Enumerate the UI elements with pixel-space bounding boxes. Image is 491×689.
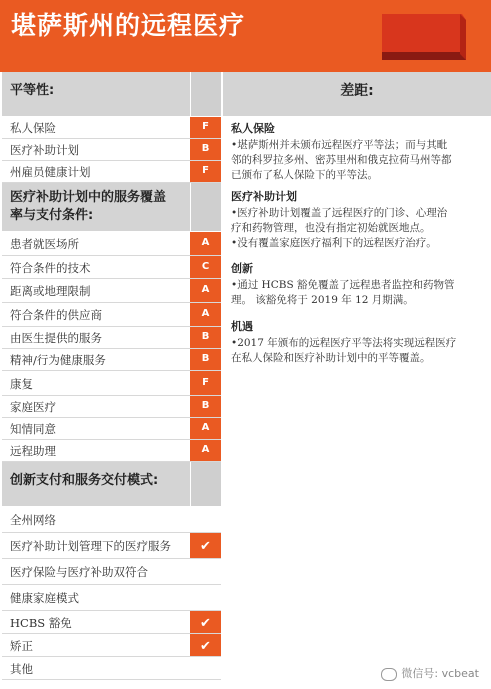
table-row	[2, 327, 221, 349]
grade-badge	[190, 507, 221, 532]
table-row	[2, 256, 221, 279]
gap-text-line: 在私人保险和医疗补助计划中的平等覆盖。	[231, 352, 431, 364]
grade-letter: B	[201, 143, 210, 154]
gap-text-line: •通过 HCBS 豁免覆盖了远程患者监控和药物管	[231, 279, 455, 291]
row-label: 由医生提供的服务	[10, 331, 102, 345]
row-label: 距离或地理限制	[10, 284, 91, 298]
gaps-panel	[223, 72, 491, 364]
grade-letter: A	[201, 308, 210, 319]
row-label: 家庭医疗	[10, 400, 56, 414]
gap-section	[231, 318, 483, 366]
grade-badge	[190, 440, 221, 461]
grade-badge	[190, 657, 221, 679]
wechat-icon	[381, 668, 397, 681]
gap-text-line: 邻的科罗拉多州、密苏里州和俄克拉荷马州等都	[231, 154, 452, 166]
row-label: 其他	[10, 662, 33, 676]
gap-section	[231, 260, 483, 308]
gap-section-title: 医疗补助计划	[231, 190, 297, 203]
section-header-label: 率与支付条件:	[10, 208, 94, 223]
gap-section	[231, 188, 483, 251]
table-row	[2, 507, 221, 533]
section-header-label: 医疗补助计划中的服务覆盖	[10, 190, 167, 205]
grade-badge	[190, 611, 221, 633]
watermark-text: 微信号: vcbeat	[401, 667, 479, 680]
gap-text-line: •堪萨斯州并未颁布远程医疗平等法；而与其毗	[231, 139, 448, 151]
grade-column-header	[190, 462, 221, 506]
gap-text-line: •没有覆盖家庭医疗福利下的远程医疗治疗。	[231, 237, 437, 249]
row-label: 远程助理	[10, 444, 56, 458]
grade-badge	[190, 396, 221, 417]
row-label: 医疗补助计划管理下的医疗服务	[10, 539, 171, 553]
grade-letter: A	[201, 237, 210, 248]
grade-badge	[190, 232, 221, 255]
checkmark-icon: ✔	[200, 616, 211, 631]
grade-column-header	[190, 72, 221, 116]
section-header	[2, 183, 221, 232]
kansas-state-icon	[374, 12, 469, 62]
table-row	[2, 611, 221, 634]
gap-section-title: 私人保险	[231, 122, 275, 135]
grade-badge	[190, 327, 221, 348]
table-row	[2, 161, 221, 183]
table-row	[2, 559, 221, 585]
table-row	[2, 585, 221, 611]
table-row	[2, 371, 221, 396]
row-label: 矫正	[10, 639, 33, 653]
table-row	[2, 440, 221, 462]
table-row	[2, 634, 221, 657]
row-label: 符合条件的技术	[10, 261, 91, 275]
grade-badge	[190, 533, 221, 558]
gap-text-line: 已颁布了私人保险下的平等法。	[231, 169, 378, 181]
watermark	[381, 665, 479, 681]
grade-letter: C	[201, 261, 210, 272]
gap-text-line: •2017 年颁布的远程医疗平等法将实现远程医疗	[231, 337, 457, 349]
row-label: 全州网络	[10, 513, 56, 527]
grade-badge	[190, 139, 221, 160]
grade-table	[2, 72, 221, 680]
section-header	[2, 462, 221, 507]
table-row	[2, 418, 221, 440]
section-header-label: 平等性:	[10, 83, 55, 98]
section-header	[2, 72, 221, 117]
title-banner	[0, 0, 491, 72]
gap-section	[231, 120, 483, 183]
gaps-header	[223, 72, 491, 116]
checkmark-icon: ✔	[200, 539, 211, 554]
grade-badge	[190, 161, 221, 182]
grade-badge	[190, 303, 221, 326]
grade-letter: F	[202, 165, 209, 176]
gap-text-line: •医疗补助计划覆盖了远程医疗的门诊、心理治	[231, 207, 448, 219]
table-row	[2, 533, 221, 559]
grade-letter: F	[202, 377, 209, 388]
table-row	[2, 117, 221, 139]
section-header-label: 创新支付和服务交付模式:	[10, 473, 159, 488]
grade-badge	[190, 585, 221, 610]
table-row	[2, 303, 221, 327]
gaps-header-label: 差距:	[340, 83, 374, 99]
table-row	[2, 349, 221, 371]
row-label: 私人保险	[10, 121, 56, 135]
grade-badge	[190, 349, 221, 370]
gap-section-title: 机遇	[231, 320, 253, 333]
table-row	[2, 232, 221, 256]
row-label: 州雇员健康计划	[10, 165, 91, 179]
grade-letter: B	[201, 331, 210, 342]
table-row	[2, 279, 221, 303]
checkmark-icon: ✔	[200, 639, 211, 654]
grade-badge	[190, 117, 221, 138]
grade-letter: A	[201, 284, 210, 295]
gap-text-line: 疗和药物管理，也没有指定初始就医地点。	[231, 222, 431, 234]
page-title: 堪萨斯州的远程医疗	[11, 11, 246, 40]
grade-letter: B	[201, 353, 210, 364]
grade-letter: A	[201, 444, 210, 455]
grade-badge	[190, 279, 221, 302]
row-label: 医疗保险与医疗补助双符合	[10, 565, 148, 579]
row-label: 康复	[10, 377, 33, 391]
grade-letter: A	[201, 422, 210, 433]
grade-letter: B	[201, 400, 210, 411]
row-label: 精神/行为健康服务	[10, 353, 106, 367]
row-label: 健康家庭模式	[10, 591, 79, 605]
grade-badge	[190, 256, 221, 278]
grade-badge	[190, 371, 221, 395]
table-row	[2, 396, 221, 418]
table-row	[2, 139, 221, 161]
gap-text-line: 理。 该豁免将于 2019 年 12 月期满。	[231, 294, 414, 306]
row-label: 符合条件的供应商	[10, 308, 102, 322]
row-label: 医疗补助计划	[10, 143, 79, 157]
gap-section-title: 创新	[231, 262, 253, 275]
grade-letter: F	[202, 121, 209, 132]
row-label: 患者就医场所	[10, 237, 79, 251]
grade-column-header	[190, 183, 221, 231]
grade-badge	[190, 418, 221, 439]
table-row	[2, 657, 221, 680]
row-label: 知情同意	[10, 422, 56, 436]
grade-badge	[190, 559, 221, 584]
row-label: HCBS 豁免	[10, 616, 72, 630]
grade-badge	[190, 634, 221, 656]
